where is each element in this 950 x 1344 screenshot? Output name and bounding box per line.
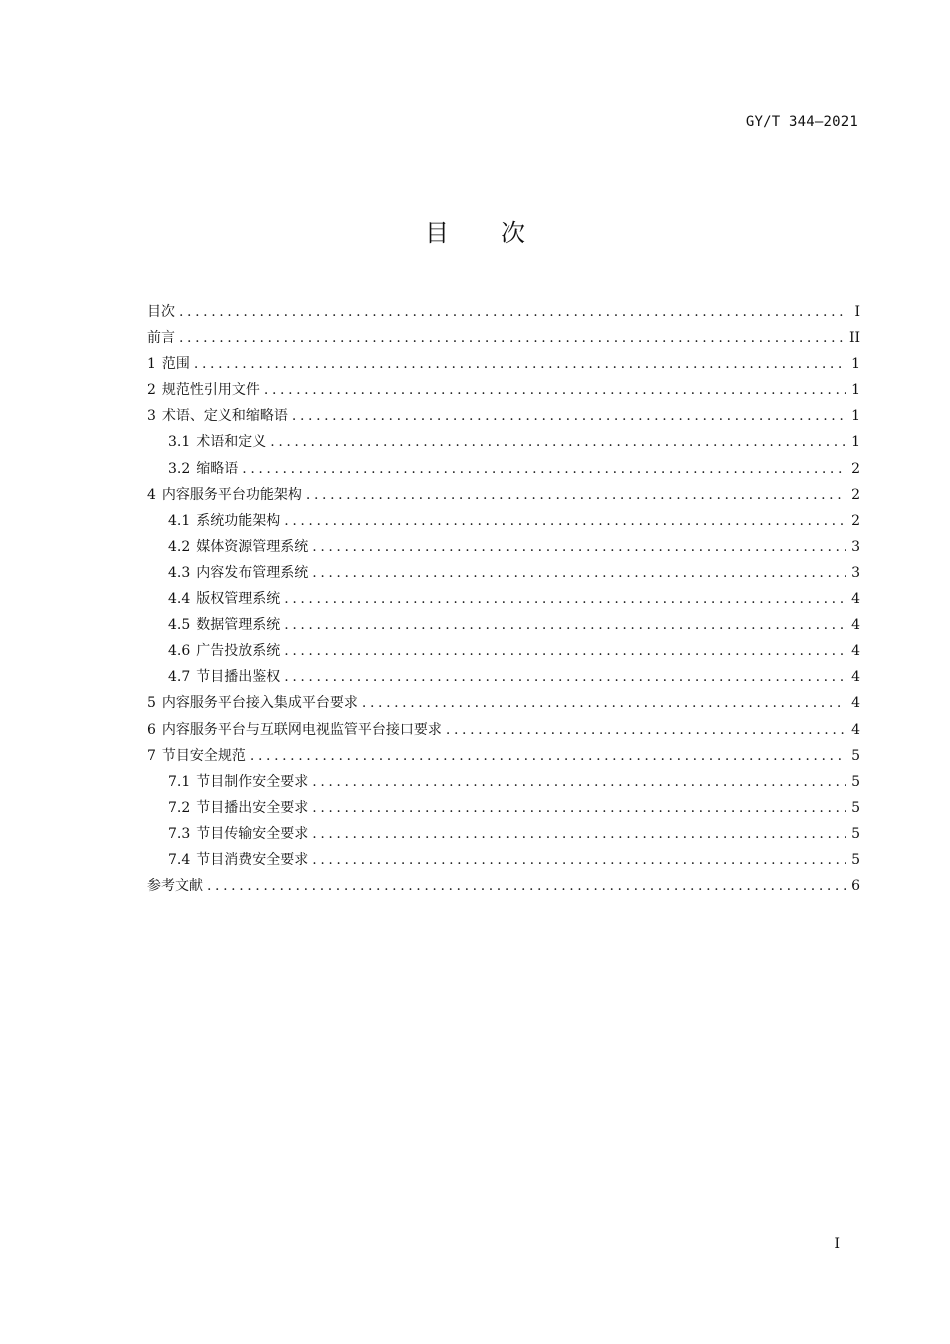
toc-entry-number: 4.7 (168, 669, 191, 686)
toc-entry-number: 4.2 (168, 538, 191, 555)
toc-entry-text: 广告投放系统 (196, 643, 281, 660)
toc-dot-leader (446, 722, 846, 738)
toc-entry-number: 4.6 (168, 643, 191, 660)
toc-dot-leader (292, 408, 846, 424)
toc-dot-leader (312, 565, 846, 581)
toc-entry-number: 4.1 (168, 512, 191, 529)
toc-entry-text: 内容服务平台与互联网电视监管平台接口要求 (161, 721, 442, 738)
toc-entry[interactable] (147, 797, 860, 823)
toc-entry-page: 1 (851, 382, 860, 399)
toc-dot-leader (264, 382, 846, 398)
toc-entry-page: 1 (851, 356, 860, 373)
toc-entry-page: 3 (851, 538, 860, 555)
page-number: I (834, 1236, 840, 1252)
toc-entry-label (147, 745, 246, 765)
toc-dot-leader (179, 304, 846, 320)
toc-entry-page: 4 (851, 617, 860, 634)
toc-entry-text: 节目播出鉴权 (196, 669, 281, 686)
toc-entry-number: 4.3 (168, 564, 191, 581)
toc-dot-leader (306, 487, 846, 503)
toc-dot-leader (284, 643, 846, 659)
toc-entry-text: 媒体资源管理系统 (196, 538, 309, 555)
toc-entry[interactable] (147, 536, 860, 562)
toc-entry-label (168, 588, 280, 608)
toc-entry-number: 4.5 (168, 617, 191, 634)
toc-entry-label (168, 510, 280, 530)
toc-dot-leader (312, 826, 846, 842)
toc-entry[interactable] (147, 719, 860, 745)
toc-entry[interactable] (147, 562, 860, 588)
toc-dot-leader (207, 878, 846, 894)
toc-entry-text: 术语和定义 (196, 434, 267, 451)
toc-entry-label (168, 458, 238, 478)
toc-entry-page: 5 (851, 825, 860, 842)
toc-dot-leader (284, 513, 846, 529)
toc-dot-leader (312, 800, 846, 816)
toc-entry-number: 3.2 (168, 460, 191, 477)
toc-entry[interactable] (147, 823, 860, 849)
toc-dot-leader (284, 591, 846, 607)
toc-dot-leader (194, 356, 846, 372)
toc-dot-leader (312, 774, 846, 790)
toc-entry-number: 7.3 (168, 825, 191, 842)
toc-entry-page: 5 (851, 799, 860, 816)
toc-entry-label (168, 640, 280, 660)
toc-entry-page: 4 (851, 591, 860, 608)
toc-entry-page: 6 (851, 878, 860, 895)
toc-entry-page: I (854, 304, 860, 320)
toc-entry[interactable] (147, 666, 860, 692)
toc-dot-leader (362, 695, 846, 711)
toc-entry-number: 7 (147, 747, 156, 764)
toc-entry[interactable] (147, 588, 860, 614)
toc-entry-number: 4 (147, 486, 156, 503)
toc-entry-number: 7.2 (168, 799, 191, 816)
toc-entry-number: 5 (147, 695, 156, 712)
toc-entry-page: 5 (851, 851, 860, 868)
toc-entry-label (168, 771, 308, 791)
toc-entry[interactable] (147, 614, 860, 640)
toc-entry-label (147, 301, 175, 321)
toc-entry-label (147, 484, 302, 504)
toc-entry[interactable] (147, 405, 860, 431)
toc-entry[interactable] (147, 849, 860, 875)
page-title-char-1: 目 (425, 219, 449, 247)
toc-entry-page: 2 (851, 486, 860, 503)
toc-entry[interactable] (147, 692, 860, 718)
toc-entry[interactable] (147, 458, 860, 484)
toc-entry-label (147, 719, 442, 739)
toc-entry-label (147, 692, 358, 712)
toc-entry-page: II (848, 330, 860, 347)
toc-entry-text: 数据管理系统 (196, 617, 281, 634)
toc-entry-text: 版权管理系统 (196, 591, 281, 608)
toc-entry-text: 节目安全规范 (161, 747, 246, 764)
toc-dot-leader (179, 330, 845, 346)
toc-entry-page: 1 (851, 408, 860, 425)
toc-entry-label (147, 353, 190, 373)
toc-entry-text: 节目传输安全要求 (196, 825, 309, 842)
toc-entry-number: 7.4 (168, 851, 191, 868)
toc-entry-label (168, 823, 308, 843)
toc-entry-text: 规范性引用文件 (161, 382, 260, 399)
toc-entry-text: 节目播出安全要求 (196, 799, 309, 816)
toc-entry-text: 目次 (147, 304, 175, 320)
toc-entry-text: 节目制作安全要求 (196, 773, 309, 790)
toc-dot-leader (250, 748, 846, 764)
toc-entry[interactable] (147, 640, 860, 666)
toc-dot-leader (284, 617, 846, 633)
table-of-contents (147, 301, 860, 901)
toc-dot-leader (312, 852, 846, 868)
toc-entry-text: 前言 (147, 330, 175, 347)
toc-entry[interactable] (147, 745, 860, 771)
toc-entry-number: 6 (147, 721, 156, 738)
toc-dot-leader (242, 461, 846, 477)
toc-entry[interactable] (147, 379, 860, 405)
toc-entry[interactable] (147, 301, 860, 327)
page-title (0, 213, 950, 248)
toc-entry-text: 节目消费安全要求 (196, 851, 309, 868)
toc-entry-number: 3.1 (168, 434, 191, 451)
toc-entry-text: 缩略语 (196, 460, 239, 477)
toc-entry-label (147, 327, 175, 347)
toc-entry-page: 4 (851, 721, 860, 738)
toc-entry[interactable] (147, 510, 860, 536)
toc-entry-text: 范围 (161, 356, 190, 373)
toc-entry-number: 1 (147, 356, 156, 373)
toc-entry-page: 5 (851, 773, 860, 790)
standard-code: GY/T 344—2021 (745, 114, 858, 130)
toc-entry-text: 系统功能架构 (196, 512, 281, 529)
toc-entry-text: 内容服务平台功能架构 (161, 486, 302, 503)
toc-entry[interactable] (147, 875, 860, 901)
toc-entry-label (168, 431, 266, 451)
toc-dot-leader (284, 669, 846, 685)
toc-entry-label (168, 666, 280, 686)
toc-entry-label (168, 536, 308, 556)
toc-entry-text: 参考文献 (147, 878, 203, 895)
toc-entry-number: 7.1 (168, 773, 191, 790)
toc-entry[interactable] (147, 431, 860, 457)
toc-entry[interactable] (147, 771, 860, 797)
toc-entry[interactable] (147, 484, 860, 510)
toc-entry-text: 内容服务平台接入集成平台要求 (161, 695, 358, 712)
toc-entry-page: 4 (851, 643, 860, 660)
toc-entry-label (147, 379, 260, 399)
toc-entry-label (168, 614, 280, 634)
toc-entry-page: 1 (851, 434, 860, 451)
toc-entry[interactable] (147, 353, 860, 379)
toc-entry-page: 2 (851, 460, 860, 477)
toc-entry-page: 4 (851, 695, 860, 712)
toc-entry-text: 内容发布管理系统 (196, 564, 309, 581)
toc-entry-label (147, 875, 203, 895)
toc-entry-label (147, 405, 288, 425)
toc-entry-number: 2 (147, 382, 156, 399)
toc-entry[interactable] (147, 327, 860, 353)
toc-entry-page: 3 (851, 564, 860, 581)
toc-entry-number: 4.4 (168, 591, 191, 608)
toc-entry-page: 4 (851, 669, 860, 686)
toc-entry-label (168, 562, 308, 582)
toc-entry-label (168, 849, 308, 869)
toc-dot-leader (270, 434, 846, 450)
toc-entry-text: 术语、定义和缩略语 (161, 408, 288, 425)
toc-entry-number: 3 (147, 408, 156, 425)
toc-entry-page: 5 (851, 747, 860, 764)
toc-dot-leader (312, 539, 846, 555)
page-title-char-2: 次 (501, 219, 525, 247)
toc-entry-label (168, 797, 308, 817)
toc-entry-page: 2 (851, 512, 860, 529)
